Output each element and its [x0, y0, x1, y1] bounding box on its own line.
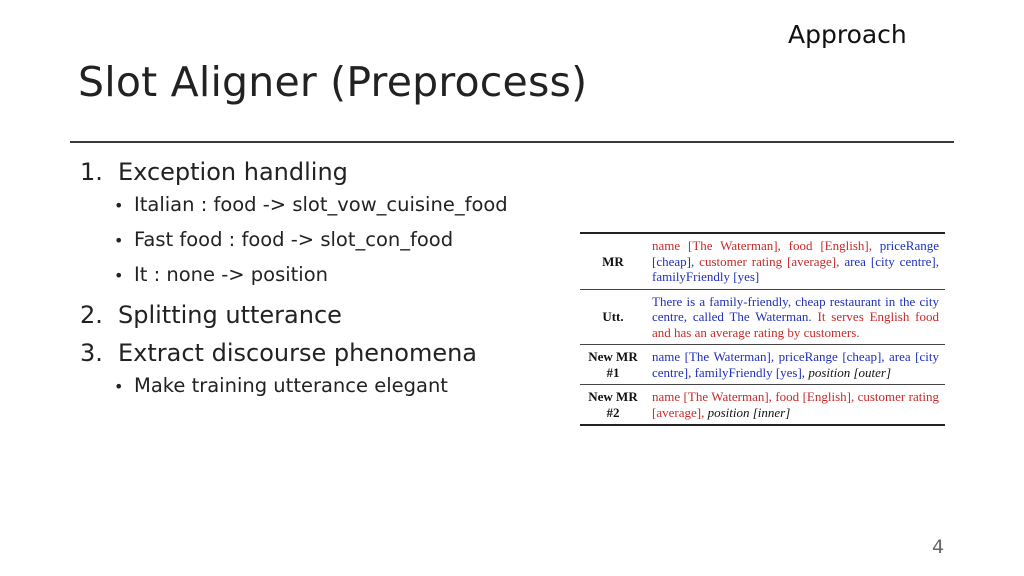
row-content: [646, 345, 945, 385]
page-number: 4: [932, 536, 945, 558]
sub-bullet: [80, 188, 508, 223]
row-segment: priceRange [cheap],: [652, 238, 939, 269]
sub-bullet-text: It : none -> position: [134, 263, 329, 286]
row-segment: area [city centre], familyFriendly [yes]: [652, 253, 940, 284]
row-header: MR: [580, 233, 646, 289]
row-header: New MR #2: [580, 385, 646, 426]
bullet-icon: •: [114, 231, 124, 250]
table-row: [580, 385, 945, 426]
outline-item-3: [80, 337, 508, 369]
row-segment: It serves English food and has an average rating by customers.: [652, 309, 939, 340]
row-segment: name [The Waterman], food [English],: [652, 238, 880, 253]
table-row: [580, 345, 945, 385]
row-content: [646, 233, 945, 289]
outline-number: 1.: [80, 158, 103, 186]
meaning-representation-table: [580, 232, 945, 426]
row-segment: name [The Waterman], priceRange [cheap], area [city centre], familyFriendly [yes],: [652, 349, 939, 380]
outline-list: [80, 156, 508, 404]
table-row: [580, 289, 945, 345]
sub-bullet: [80, 258, 508, 293]
table-row: [580, 233, 945, 289]
row-content: [646, 289, 945, 345]
row-header: New MR #1: [580, 345, 646, 385]
section-label: Approach: [788, 20, 907, 49]
outline-number: 3.: [80, 339, 103, 367]
slide-title: Slot Aligner (Preprocess): [78, 58, 588, 106]
sub-bullet: [80, 369, 508, 404]
bullet-icon: •: [114, 266, 124, 285]
row-segment: name [The Waterman], food [English], customer rating [average],: [652, 389, 939, 420]
sub-bullet-text: Make training utterance elegant: [134, 374, 448, 397]
sub-bullet: [80, 223, 508, 258]
outline-text: Extract discourse phenomena: [118, 339, 478, 367]
title-divider: [70, 141, 954, 143]
row-header: Utt.: [580, 289, 646, 345]
row-segment: position [inner]: [707, 404, 791, 420]
outline-text: Exception handling: [118, 158, 348, 186]
row-content: [646, 385, 945, 426]
outline-item-2: [80, 299, 508, 331]
outline-number: 2.: [80, 301, 103, 329]
outline-item-1: [80, 156, 508, 188]
sub-bullet-text: Italian : food -> slot_vow_cuisine_food: [134, 193, 508, 216]
row-segment: position [outer]: [808, 364, 892, 380]
sub-bullet-text: Fast food : food -> slot_con_food: [134, 228, 454, 251]
bullet-icon: •: [114, 196, 124, 215]
row-segment: customer rating [average],: [699, 253, 845, 269]
bullet-icon: •: [114, 377, 124, 396]
outline-text: Splitting utterance: [118, 301, 342, 329]
row-segment: There is a family-friendly, cheap restaurant in the city centre, called The Waterman.: [652, 293, 939, 324]
